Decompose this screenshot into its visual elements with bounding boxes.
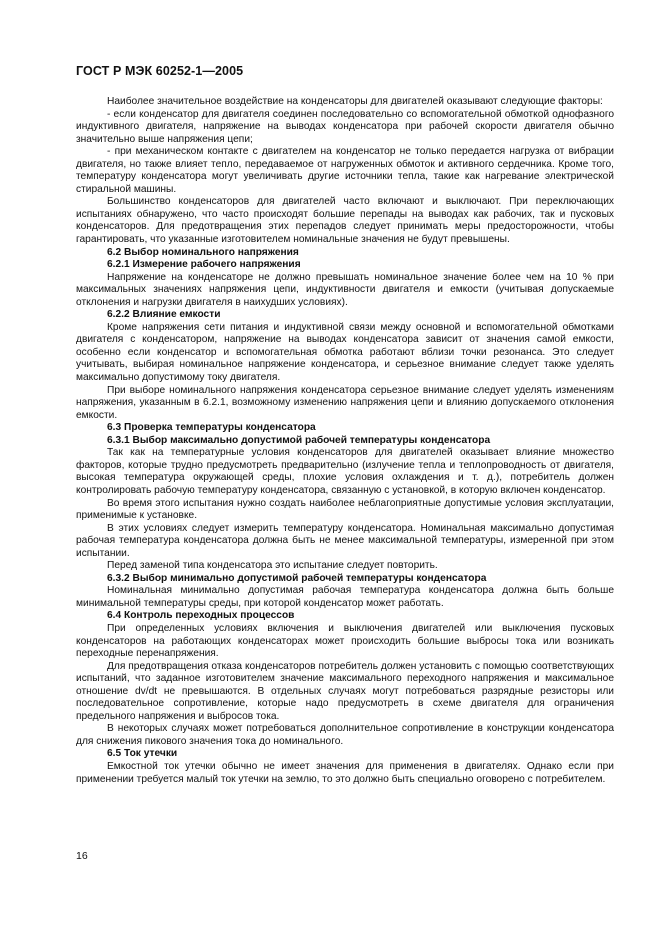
body-paragraph: Перед заменой типа конденсатора это испытание следует повторить. xyxy=(107,560,438,572)
body-paragraph: Для предотвращения отказа конденсаторов потребитель должен установить с помощью соответствующих испытаний, что заданное изготовителем значение максимального переходного напряжения и максимальное отношение dv/dt не превышаются. В отдельных случаях могут потребоваться разрядные резисторы или последовательное сопротивление, которые надо предусмотреть в схеме двигателя для ограничения предельного напряжения и выбросов тока. xyxy=(76,660,614,722)
section-heading: 6.2.1 Измерение рабочего напряжения xyxy=(107,259,301,271)
section-heading: 6.3.2 Выбор минимально допустимой рабочей температуры конденсатора xyxy=(107,572,487,584)
section-heading: 6.4 Контроль переходных процессов xyxy=(107,610,295,622)
section-heading: 6.3.1 Выбор максимально допустимой рабочей температуры конденсатора xyxy=(107,434,491,446)
body-paragraph: - если конденсатор для двигателя соединен последовательно со вспомогательной обмоткой однофазного индуктивного двигателя, напряжение на выводах конденсатора при рабочей скорости двигателя обычно значительно выше напряжения цепи; xyxy=(76,108,614,145)
document-body xyxy=(76,96,614,786)
section-heading: 6.3 Проверка температуры конденсатора xyxy=(107,422,316,434)
body-paragraph: В этих условиях следует измерить температуру конденсатора. Номинальная максимально допустимая рабочая температура конденсатора должна быть не менее максимальной температуры, измеренной при этом испытании. xyxy=(76,522,614,559)
document-header: ГОСТ Р МЭК 60252-1—2005 xyxy=(76,64,244,78)
body-paragraph: Наиболее значительное воздействие на конденсаторы для двигателей оказывают следующие факторы: xyxy=(107,96,603,107)
body-paragraph: При определенных условиях включения и выключения двигателей или выключения пусковых конденсаторов на работающих конденсаторах может происходить большие выбросы тока или возникать переходные перенапряжения. xyxy=(76,622,614,660)
page-number: 16 xyxy=(76,850,88,862)
body-paragraph: В некоторых случаях может потребоваться дополнительное сопротивление в конструкции конденсатора для снижения пикового значения тока до номинального. xyxy=(76,723,614,747)
body-paragraph: Так как на температурные условия конденсаторов для двигателей оказывает влияние множество факторов, которые трудно предусмотреть предварительно (излучение тепла и теплопроводность от двигателя, высокая температура окружающей среды, плохие условия охлаждения и т. д.), потребитель должен контролировать рабочую температуру конденсатора, связанную с установкой, в которую включен конденсатор. xyxy=(76,447,614,496)
body-paragraph: - при механическом контакте с двигателем на конденсатор не только передается нагрузка от вибрации двигателя, но также влияет тепло, передаваемое от нагруженных обмоток и активного сердечника. Кроме того, температуру конденсатора могут увеличивать другие источники тепла, такие как нагревание электрической стиральной машины. xyxy=(76,146,614,195)
body-paragraph: При выборе номинального напряжения конденсатора серьезное внимание следует уделять изменениям напряжения, указанным в 6.2.1, возможному изменению напряжения цепи и влиянию допускаемого отклонения емкости. xyxy=(76,384,614,421)
body-paragraph: Номинальная минимально допустимая рабочая температура конденсатора должна быть больше минимальной температуры среды, при которой конденсатор может работать. xyxy=(76,585,614,609)
body-paragraph: Большинство конденсаторов для двигателей часто включают и выключают. При переключающих испытаниях обнаружено, что часто происходят большие перепады на выводах как рабочих, так и пусковых конденсаторов. Для предотвращения этих перепадов следует принимать меры предосторожности, чтобы гарантировать, что указанные изготовителем номинальные значения не будут превышены. xyxy=(76,196,614,246)
body-paragraph: Напряжение на конденсаторе не должно превышать номинальное значение более чем на 10 % при максимальных значениях напряжения цепи, индуктивности двигателя и емкости (учитывая допускаемые отклонения и нагрузки двигателя в наихудших условиях). xyxy=(76,271,614,308)
section-heading: 6.2 Выбор номинального напряжения xyxy=(107,246,299,258)
section-heading: 6.2.2 Влияние емкости xyxy=(107,309,221,321)
section-heading: 6.5 Ток утечки xyxy=(107,748,178,760)
body-paragraph: Во время этого испытания нужно создать наиболее неблагоприятные допустимые условия эксплуатации, применимые к установке. xyxy=(76,497,614,522)
body-paragraph: Кроме напряжения сети питания и индуктивной связи между основной и вспомогательной обмотками двигателя с конденсатором, напряжение на выводах конденсатора зависит от значения самой емкости, особенно если конденсатор и вспомогательная обмотка работают вблизи точки резонанса. Это следует учитывать, выбирая номинальное напряжение конденсатора, и серьезное внимание следует также уделять максимально допустимому току двигателя. xyxy=(76,321,614,384)
body-paragraph: Емкостной ток утечки обычно не имеет значения для применения в двигателях. Однако если при применении требуется малый ток утечки на землю, то это должно быть специально оговорено с потребителем. xyxy=(76,760,614,785)
